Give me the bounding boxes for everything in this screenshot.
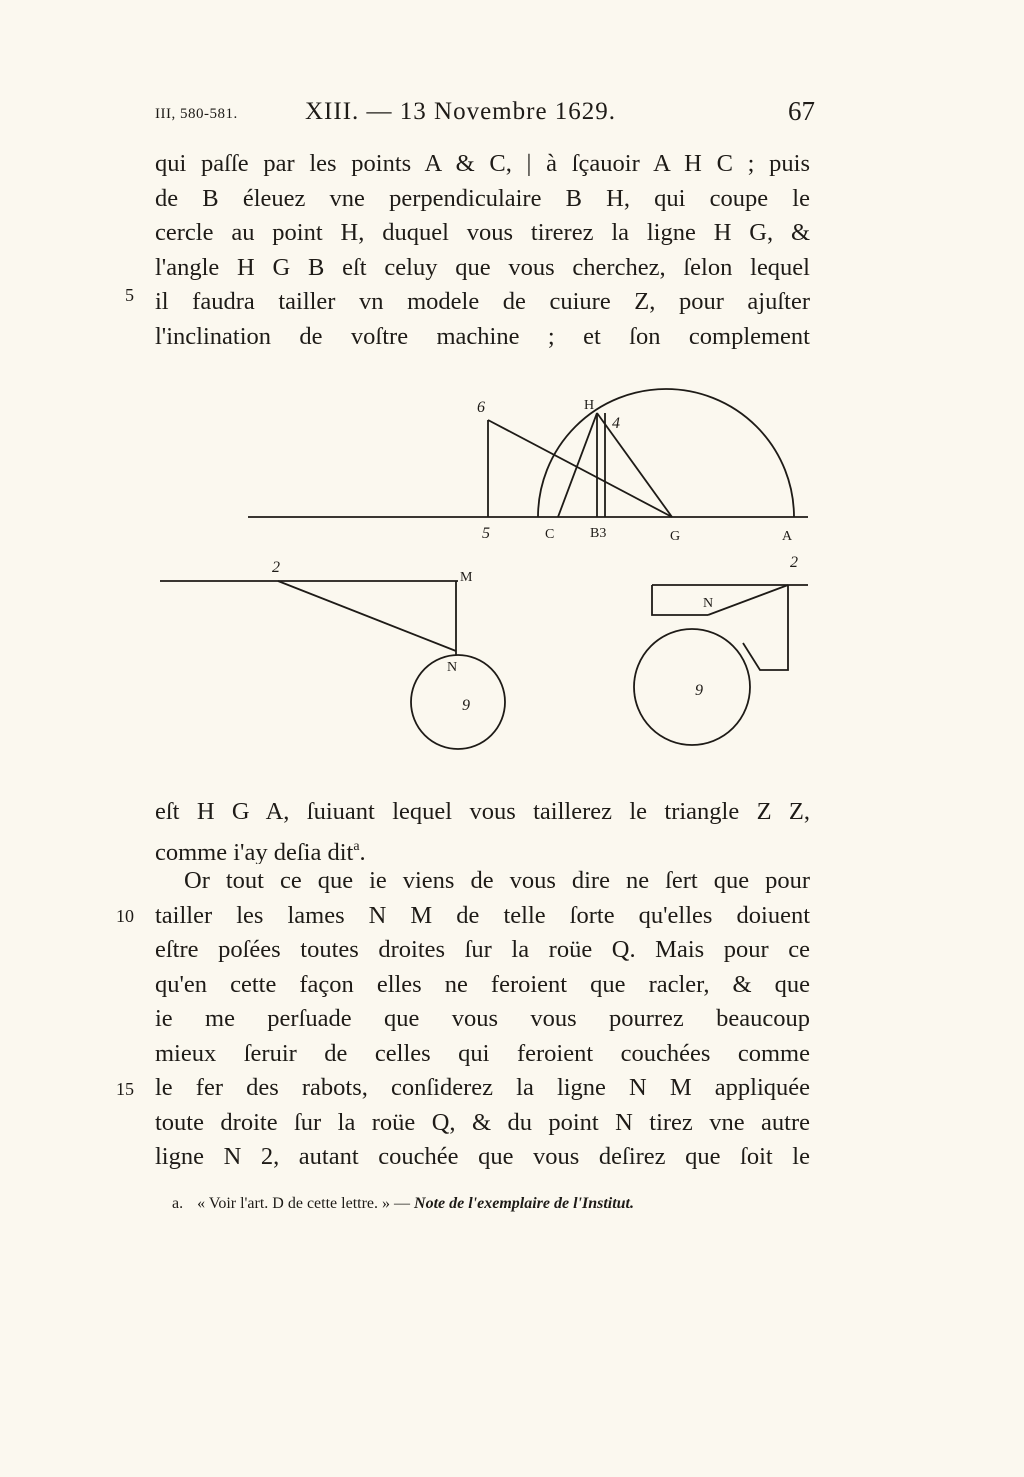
line-hg xyxy=(597,413,672,517)
geometric-figure xyxy=(160,385,820,775)
label-4: 4 xyxy=(612,415,620,432)
text-line: de B éleuez vne perpendiculaire B H, qui coupe le xyxy=(155,184,810,212)
arc-ahc xyxy=(538,389,794,517)
footnote-source: Note de l'exemplaire de l'Institut. xyxy=(414,1195,634,1212)
label-n-right: N xyxy=(703,596,714,611)
label-b3: B3 xyxy=(590,526,607,541)
running-head xyxy=(155,96,815,136)
text-line: le fer des rabots, conſiderez la ligne N M appliquée xyxy=(155,1074,810,1101)
text-line: eſt H G A, ſuiuant lequel vous taillerez le triangle Z Z, xyxy=(155,798,810,825)
body-text-top xyxy=(155,147,810,354)
body-text-bottom xyxy=(155,795,810,1175)
text-line: l'angle H G B eſt celuy que vous cherchez, ſelon lequel xyxy=(155,253,810,281)
text-line: mieux ſeruir de celles qui feroient couchées comme xyxy=(155,1039,810,1067)
page-number: 67 xyxy=(788,96,815,126)
text-line: ie me perſuade que vous vous pourrez beaucoup xyxy=(155,1005,810,1032)
label-5: 5 xyxy=(482,525,490,542)
line-number-5: 5 xyxy=(125,285,134,305)
blade-tip xyxy=(743,585,788,670)
figure-drawing xyxy=(160,385,820,775)
line-number-10: 10 xyxy=(116,906,134,926)
footnote xyxy=(172,1195,812,1213)
line-2n xyxy=(278,581,456,651)
footnote-marker: a xyxy=(353,838,360,854)
footnote-mark: a. xyxy=(172,1195,184,1212)
text-line: qui paſſe par les points A & C, | à ſçauoir A H C ; puis xyxy=(155,150,810,177)
text-line: Or tout ce que ie viens de vous dire ne ſert que pour xyxy=(184,867,810,894)
line-right-n2 xyxy=(708,585,788,615)
blade-holder xyxy=(652,585,708,615)
label-h: H xyxy=(584,398,595,413)
text-line: comme i'ay deſia dit$^a$. xyxy=(155,838,366,864)
text-line: l'inclination de voſtre machine ; et ſon complement xyxy=(155,322,810,350)
text-line: cercle au point H, duquel vous tirerez la ligne H G, & xyxy=(155,219,810,246)
text-line: ligne N 2, autant couchée que vous deſirez que ſoit le xyxy=(155,1143,810,1170)
label-6: 6 xyxy=(477,399,485,416)
wheel-q-left xyxy=(411,655,505,749)
letter-title: XIII. — 13 Novembre 1629. xyxy=(305,98,617,125)
text-line: eſtre poſées toutes droites ſur la roüe Q. Mais pour ce xyxy=(155,936,810,963)
label-c: C xyxy=(545,527,555,542)
label-2-left: 2 xyxy=(272,559,280,576)
label-g: G xyxy=(670,529,681,544)
label-q-left: 9 xyxy=(462,697,470,714)
text-line: il faudra tailler vn modele de cuiure Z, pour ajuſter xyxy=(155,288,810,315)
label-a: A xyxy=(782,529,793,544)
label-n-left: N xyxy=(447,660,458,675)
volume-reference: III, 580-581. xyxy=(155,106,238,122)
line-number-15: 15 xyxy=(116,1079,134,1099)
text-line: tailler les lames N M de telle ſorte qu'elles doiuent xyxy=(155,901,810,929)
text-line: toute droite ſur la roüe Q, & du point N tirez vne autre xyxy=(155,1108,810,1136)
slant-line-6 xyxy=(488,420,672,517)
label-m: M xyxy=(460,570,473,585)
label-2-right: 2 xyxy=(790,554,798,571)
footnote-text: « Voir l'art. D de cette lettre. » — xyxy=(197,1195,411,1212)
label-q-right: 9 xyxy=(695,682,703,699)
line-ch xyxy=(558,413,597,517)
wheel-q-right xyxy=(634,629,750,745)
text-line: qu'en cette façon elles ne feroient que racler, & que xyxy=(155,970,810,998)
text-fragment: comme i'ay deſia dit xyxy=(155,838,354,864)
